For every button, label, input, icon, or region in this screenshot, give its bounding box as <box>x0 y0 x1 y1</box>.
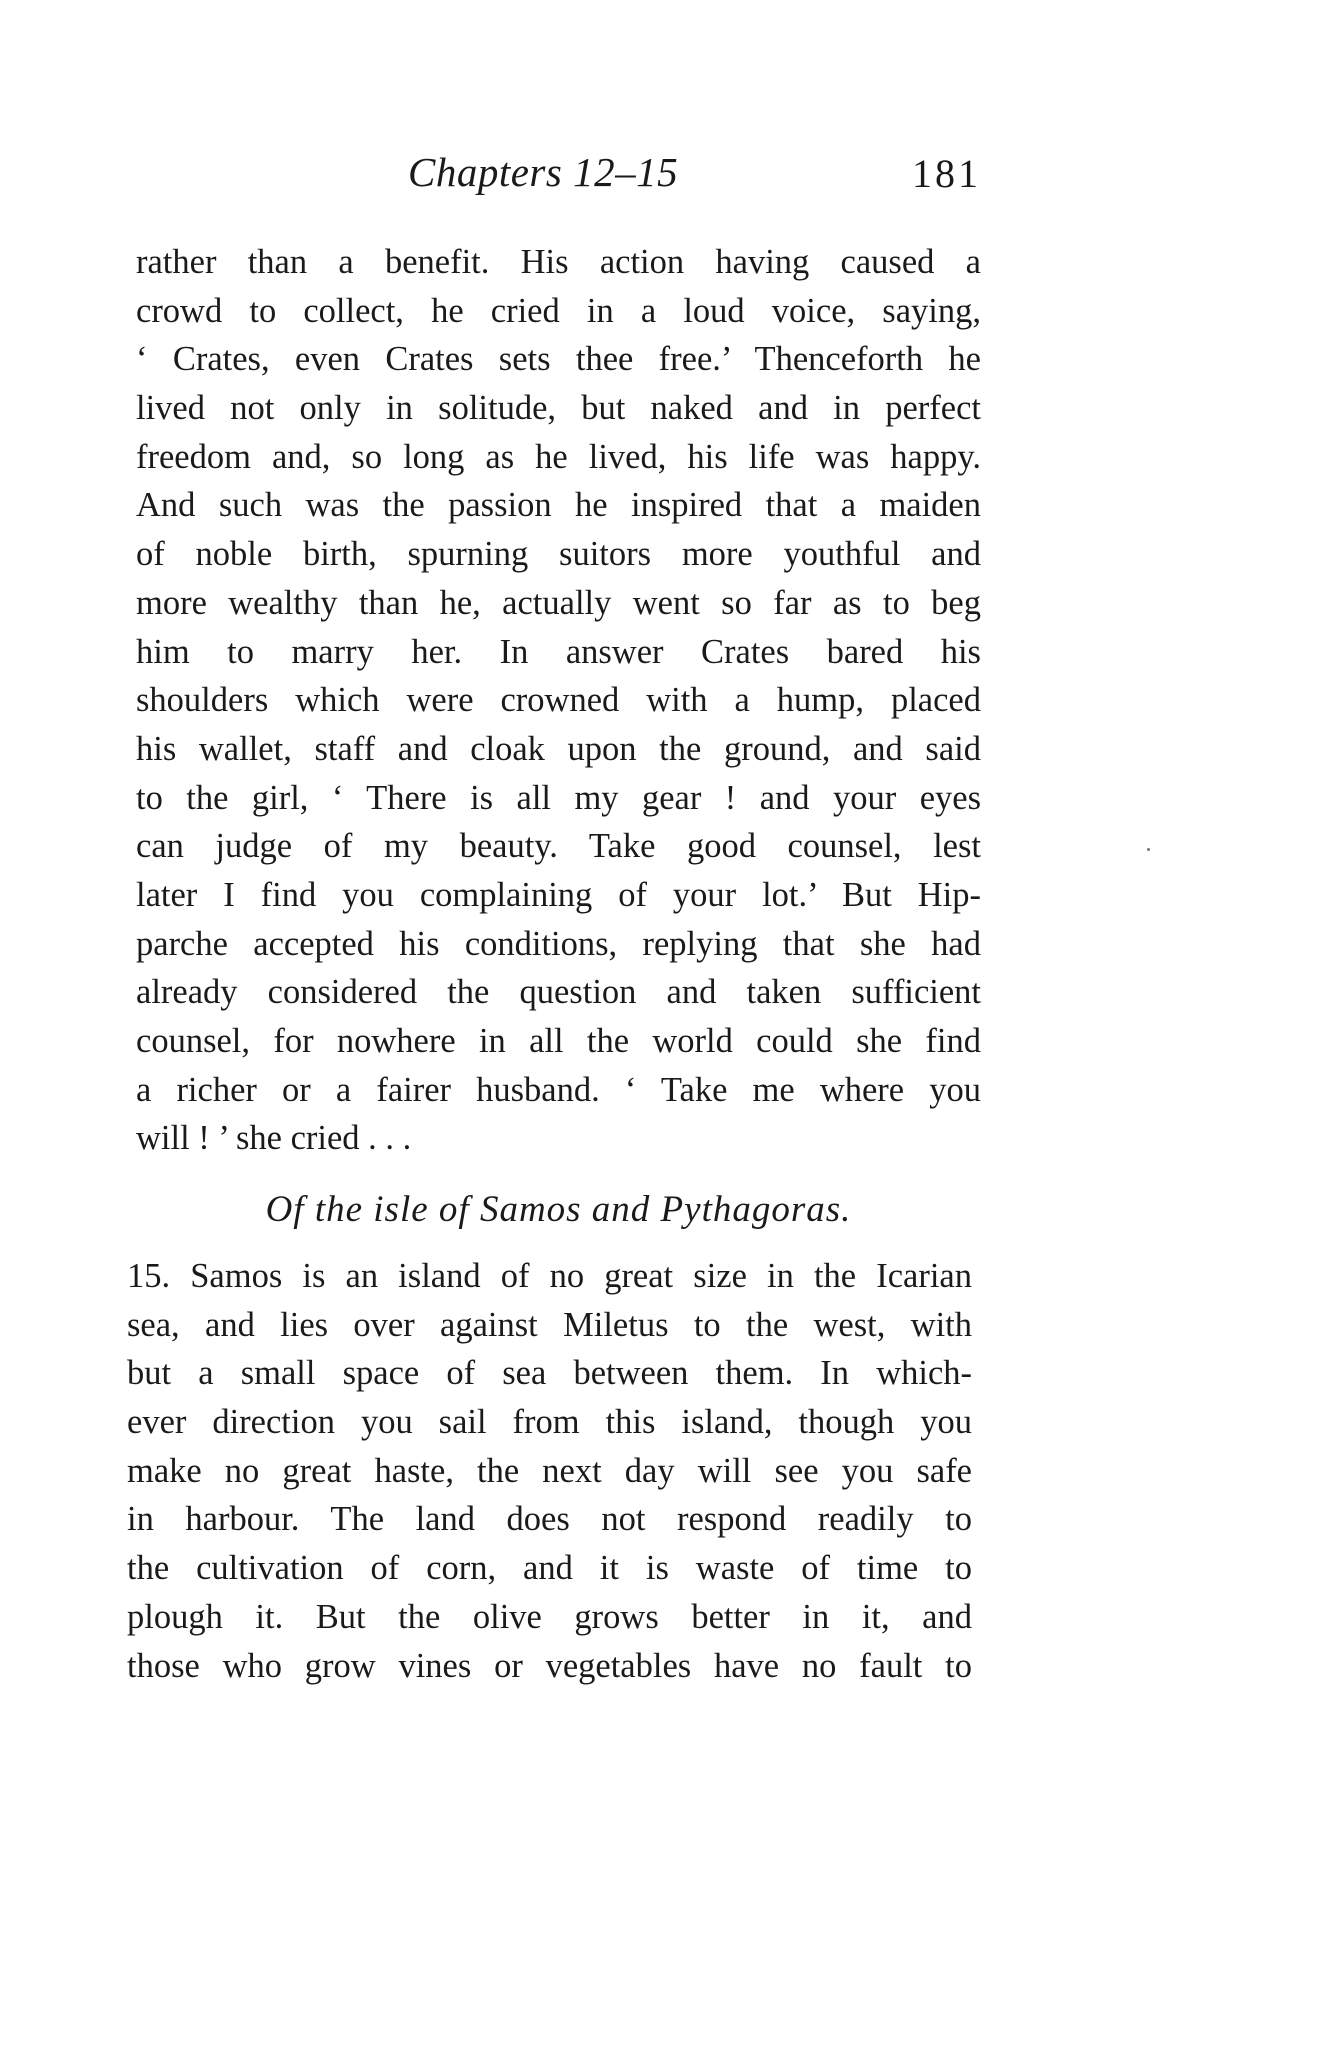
text-line: plough it. But the olive grows better in it, and <box>127 1597 972 1636</box>
text-line: rather than a benefit. His action having caused a <box>136 243 981 281</box>
section-heading: Of the isle of Samos and Pythagoras. <box>265 1189 852 1230</box>
text-line: parche accepted his conditions, replying that she had <box>136 924 981 963</box>
text-line: will ! ’ she cried . . . <box>136 1119 412 1158</box>
text-line: 15. Samos is an island of no great size in the Icarian <box>127 1257 972 1295</box>
text-line: to the girl, ‘ There is all my gear ! and your eyes <box>136 778 981 817</box>
text-line: ‘ Crates, even Crates sets thee free.’ Thenceforth he <box>136 340 981 379</box>
running-head <box>136 148 981 208</box>
text-line: in harbour. The land does not respond readily to <box>127 1500 972 1539</box>
text-line: more wealthy than he, actually went so far as to beg <box>136 583 981 622</box>
text-line: those who grow vines or vegetables have no fault to <box>127 1646 972 1685</box>
section-paragraph <box>127 1252 972 1690</box>
text-line: shoulders which were crowned with a hump, placed <box>136 681 981 720</box>
text-line: him to marry her. In answer Crates bared his <box>136 632 981 671</box>
text-line: counsel, for nowhere in all the world could she find <box>136 1022 981 1060</box>
text-line: a richer or a fairer husband. ‘ Take me where you <box>136 1070 981 1109</box>
continued-paragraph <box>136 238 981 1163</box>
text-line: his wallet, staff and cloak upon the ground, and said <box>136 729 981 768</box>
margin-speck <box>1147 848 1150 851</box>
text-line: already considered the question and taken sufficient <box>136 973 981 1012</box>
running-title: Chapters 12–15 <box>408 149 679 195</box>
text-line: of noble birth, spurning suitors more youthful and <box>136 535 981 574</box>
text-line: sea, and lies over against Miletus to the west, with <box>127 1305 972 1344</box>
text-line: And such was the passion he inspired that a maiden <box>136 486 981 525</box>
text-line: make no great haste, the next day will see you safe <box>127 1451 972 1490</box>
page-number: 181 <box>912 151 981 196</box>
text-line: crowd to collect, he cried in a loud voice, saying, <box>136 291 981 330</box>
text-line: later I find you complaining of your lot.’ But Hip- <box>136 875 981 914</box>
text-line: freedom and, so long as he lived, his life was happy. <box>136 437 981 476</box>
text-line: lived not only in solitude, but naked and in perfect <box>136 389 981 428</box>
text-line: the cultivation of corn, and it is waste of time to <box>127 1549 972 1588</box>
text-line: can judge of my beauty. Take good counsel, lest <box>136 827 981 866</box>
text-line: but a small space of sea between them. In which- <box>127 1354 972 1393</box>
text-line: ever direction you sail from this island, though you <box>127 1403 972 1442</box>
